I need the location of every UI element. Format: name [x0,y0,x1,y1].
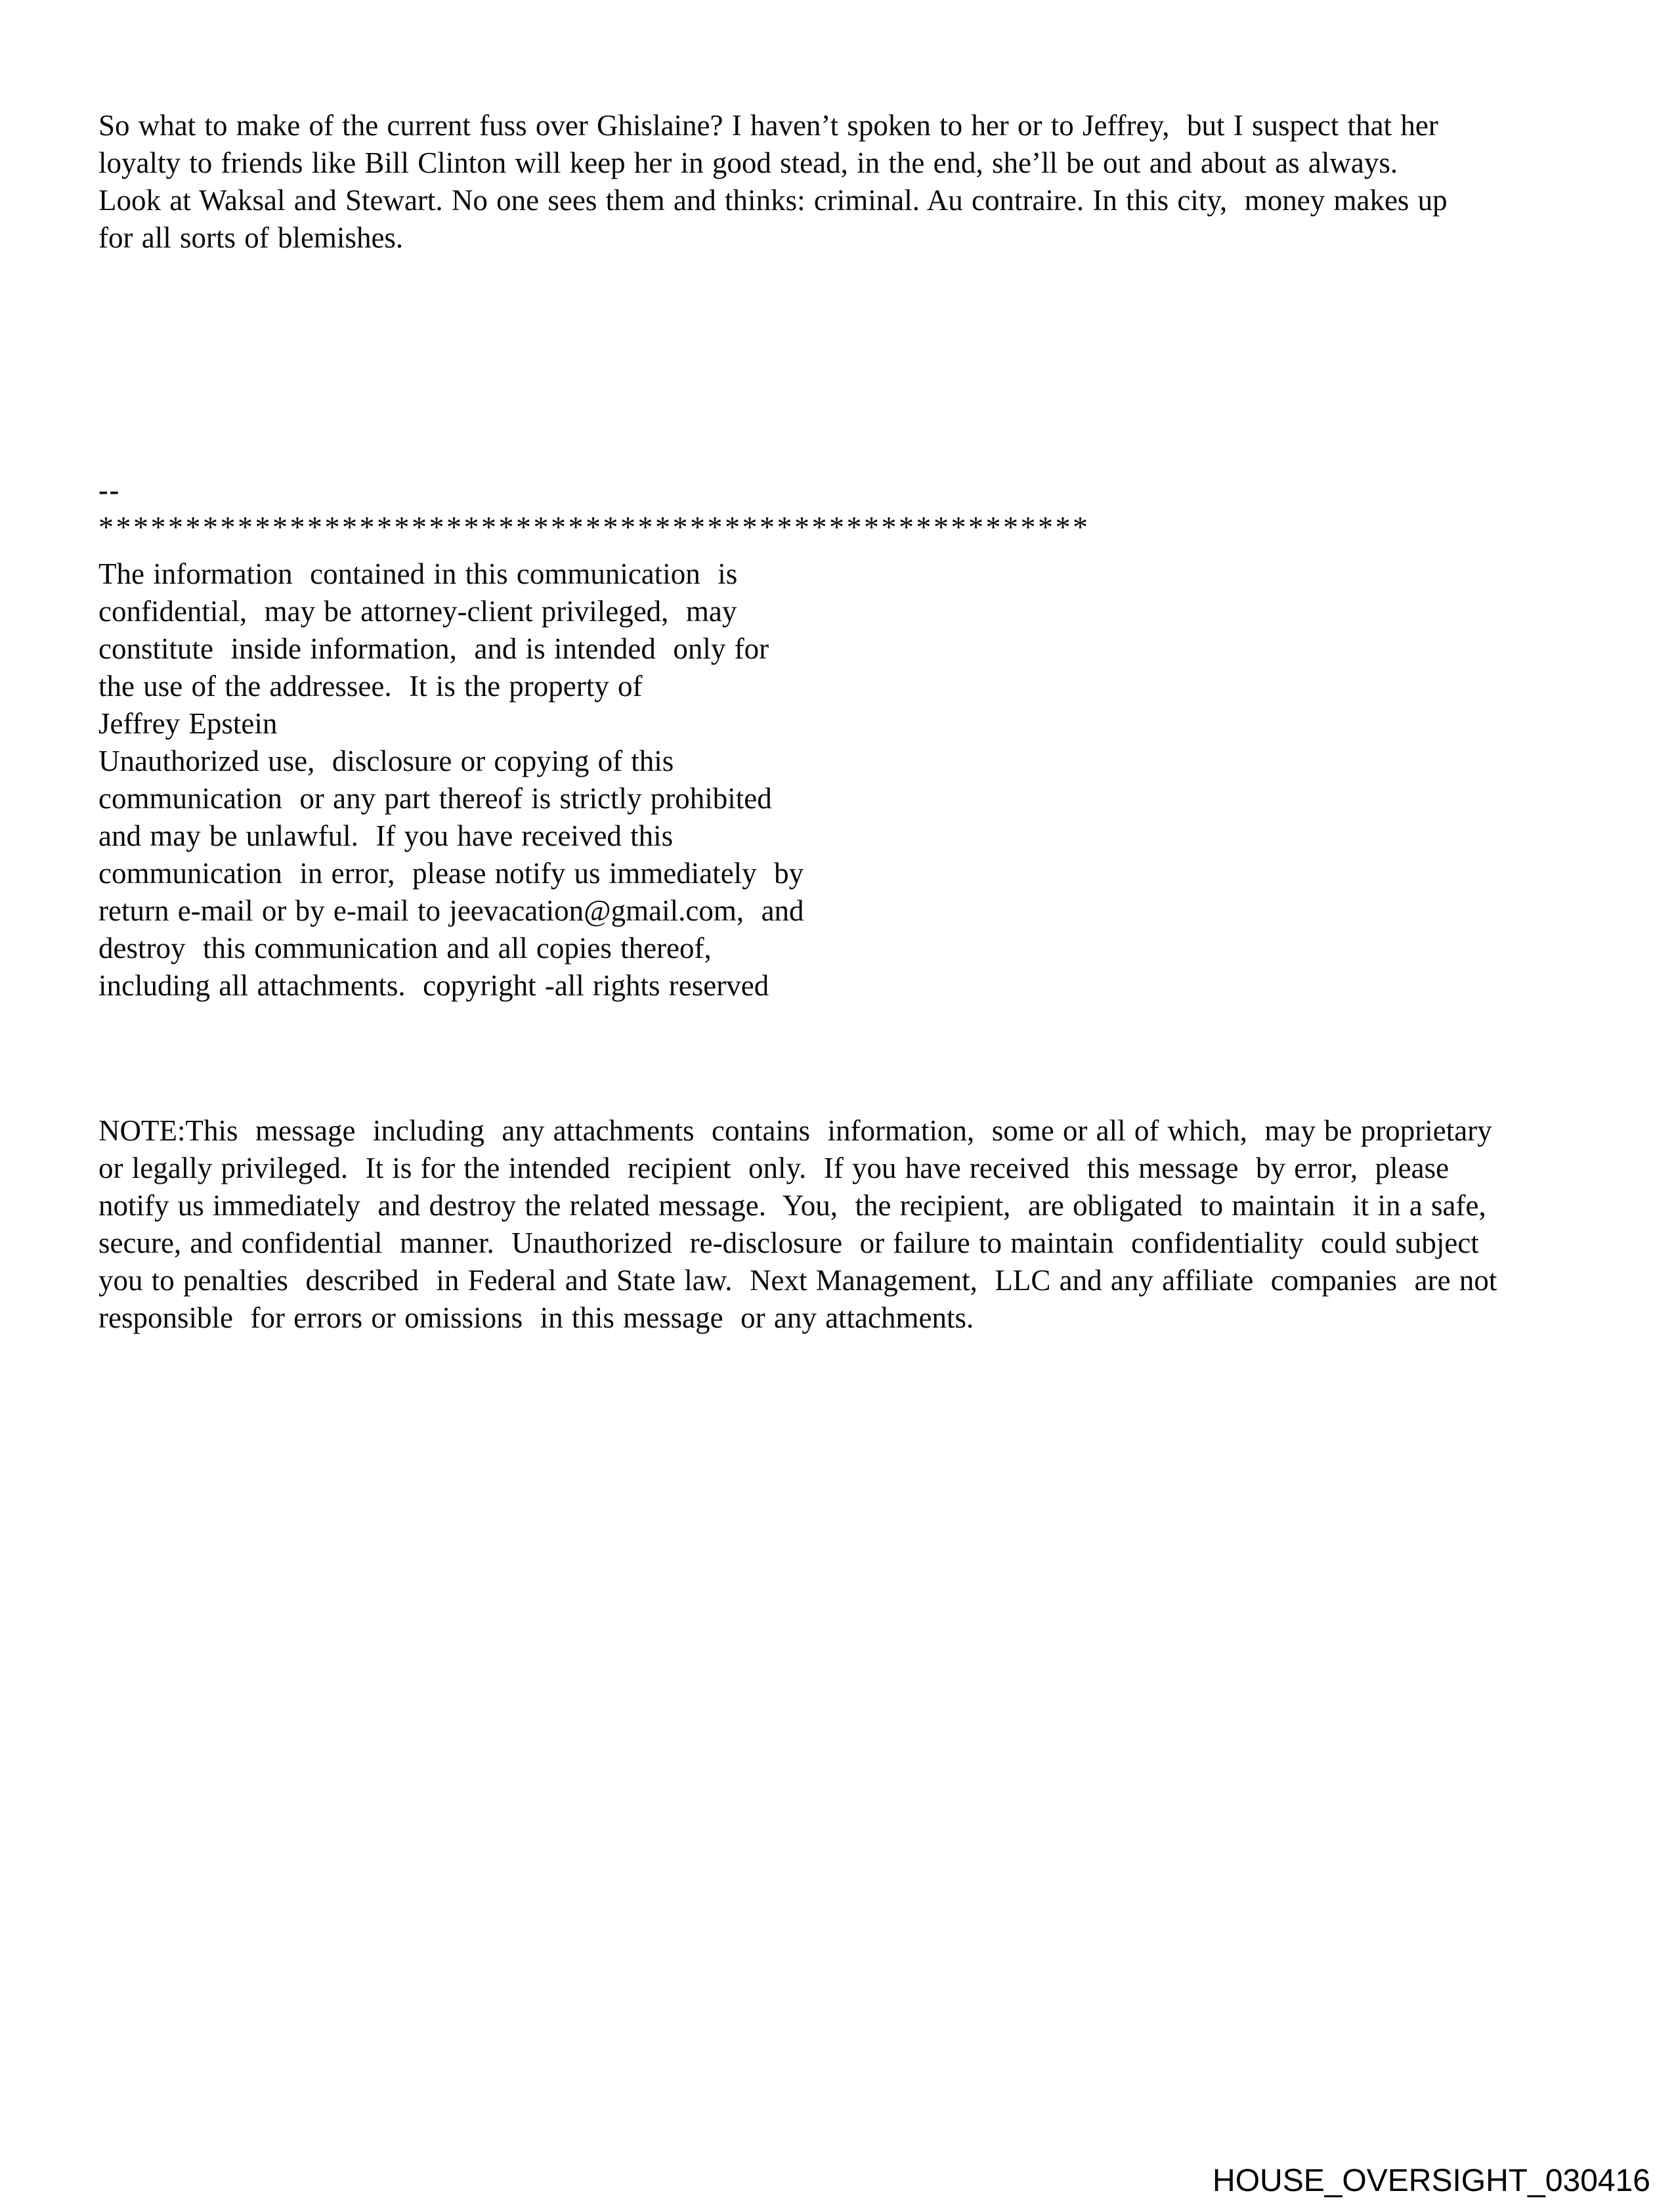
disclaimer-line: destroy this communication and all copies thereof, [98,932,712,965]
disclaimer-line: confidential, may be attorney-client privileged, may [98,595,737,628]
disclaimer-line: communication or any part thereof is strictly prohibited [98,782,772,815]
disclaimer-line: return e-mail or by e-mail to jeevacation@gmail.com, and [98,894,804,927]
bates-number: HOUSE_OVERSIGHT_030416 [1213,2163,1650,2198]
disclaimer-line: Unauthorized use, disclosure or copying of this [98,745,674,777]
asterisk-divider-text: ********************************************************* [98,510,1090,544]
intro-line: So what to make of the current fuss over Ghislaine? I haven’t spoken to her or to Jeffrey, but I suspect that her [98,109,1438,142]
disclaimer-line: communication in error, please notify us immediately by [98,857,804,890]
note-line: responsible for errors or omissions in this message or any attachments. [98,1301,974,1334]
note-line: notify us immediately and destroy the related message. You, the recipient, are obligated to maintain it in a safe, [98,1189,1486,1222]
note-line: secure, and confidential manner. Unauthorized re-disclosure or failure to maintain confidentiality could subject [98,1226,1479,1259]
confidentiality-disclaimer [98,555,919,1005]
note-line: or legally privileged. It is for the intended recipient only. If you have received this message by error, please [98,1152,1449,1184]
intro-paragraph [98,107,1589,257]
intro-line: loyalty to friends like Bill Clinton will keep her in good stead, in the end, she’ll be out and about as always. [98,146,1398,179]
intro-line: for all sorts of blemishes. [98,221,404,254]
signature-separator-text: -- [98,474,121,506]
asterisk-divider [98,509,1090,546]
note-line: you to penalties described in Federal and State law. Next Management, LLC and any affiliate companies are not [98,1264,1497,1297]
disclaimer-line: The information contained in this communication is [98,557,738,590]
intro-line: Look at Waksal and Stewart. No one sees them and thinks: criminal. Au contraire. In this city, money makes up [98,184,1448,217]
disclaimer-line: constitute inside information, and is intended only for [98,632,769,665]
disclaimer-line: including all attachments. copyright -all rights reserved [98,969,769,1002]
note-paragraph [98,1112,1608,1337]
note-line: NOTE:This message including any attachments contains information, some or all of which, may be proprietary [98,1114,1492,1147]
disclaimer-line: and may be unlawful. If you have received this [98,819,674,852]
signature-separator [98,474,120,507]
disclaimer-line: Jeffrey Epstein [98,707,278,740]
disclaimer-line: the use of the addressee. It is the property of [98,670,643,703]
